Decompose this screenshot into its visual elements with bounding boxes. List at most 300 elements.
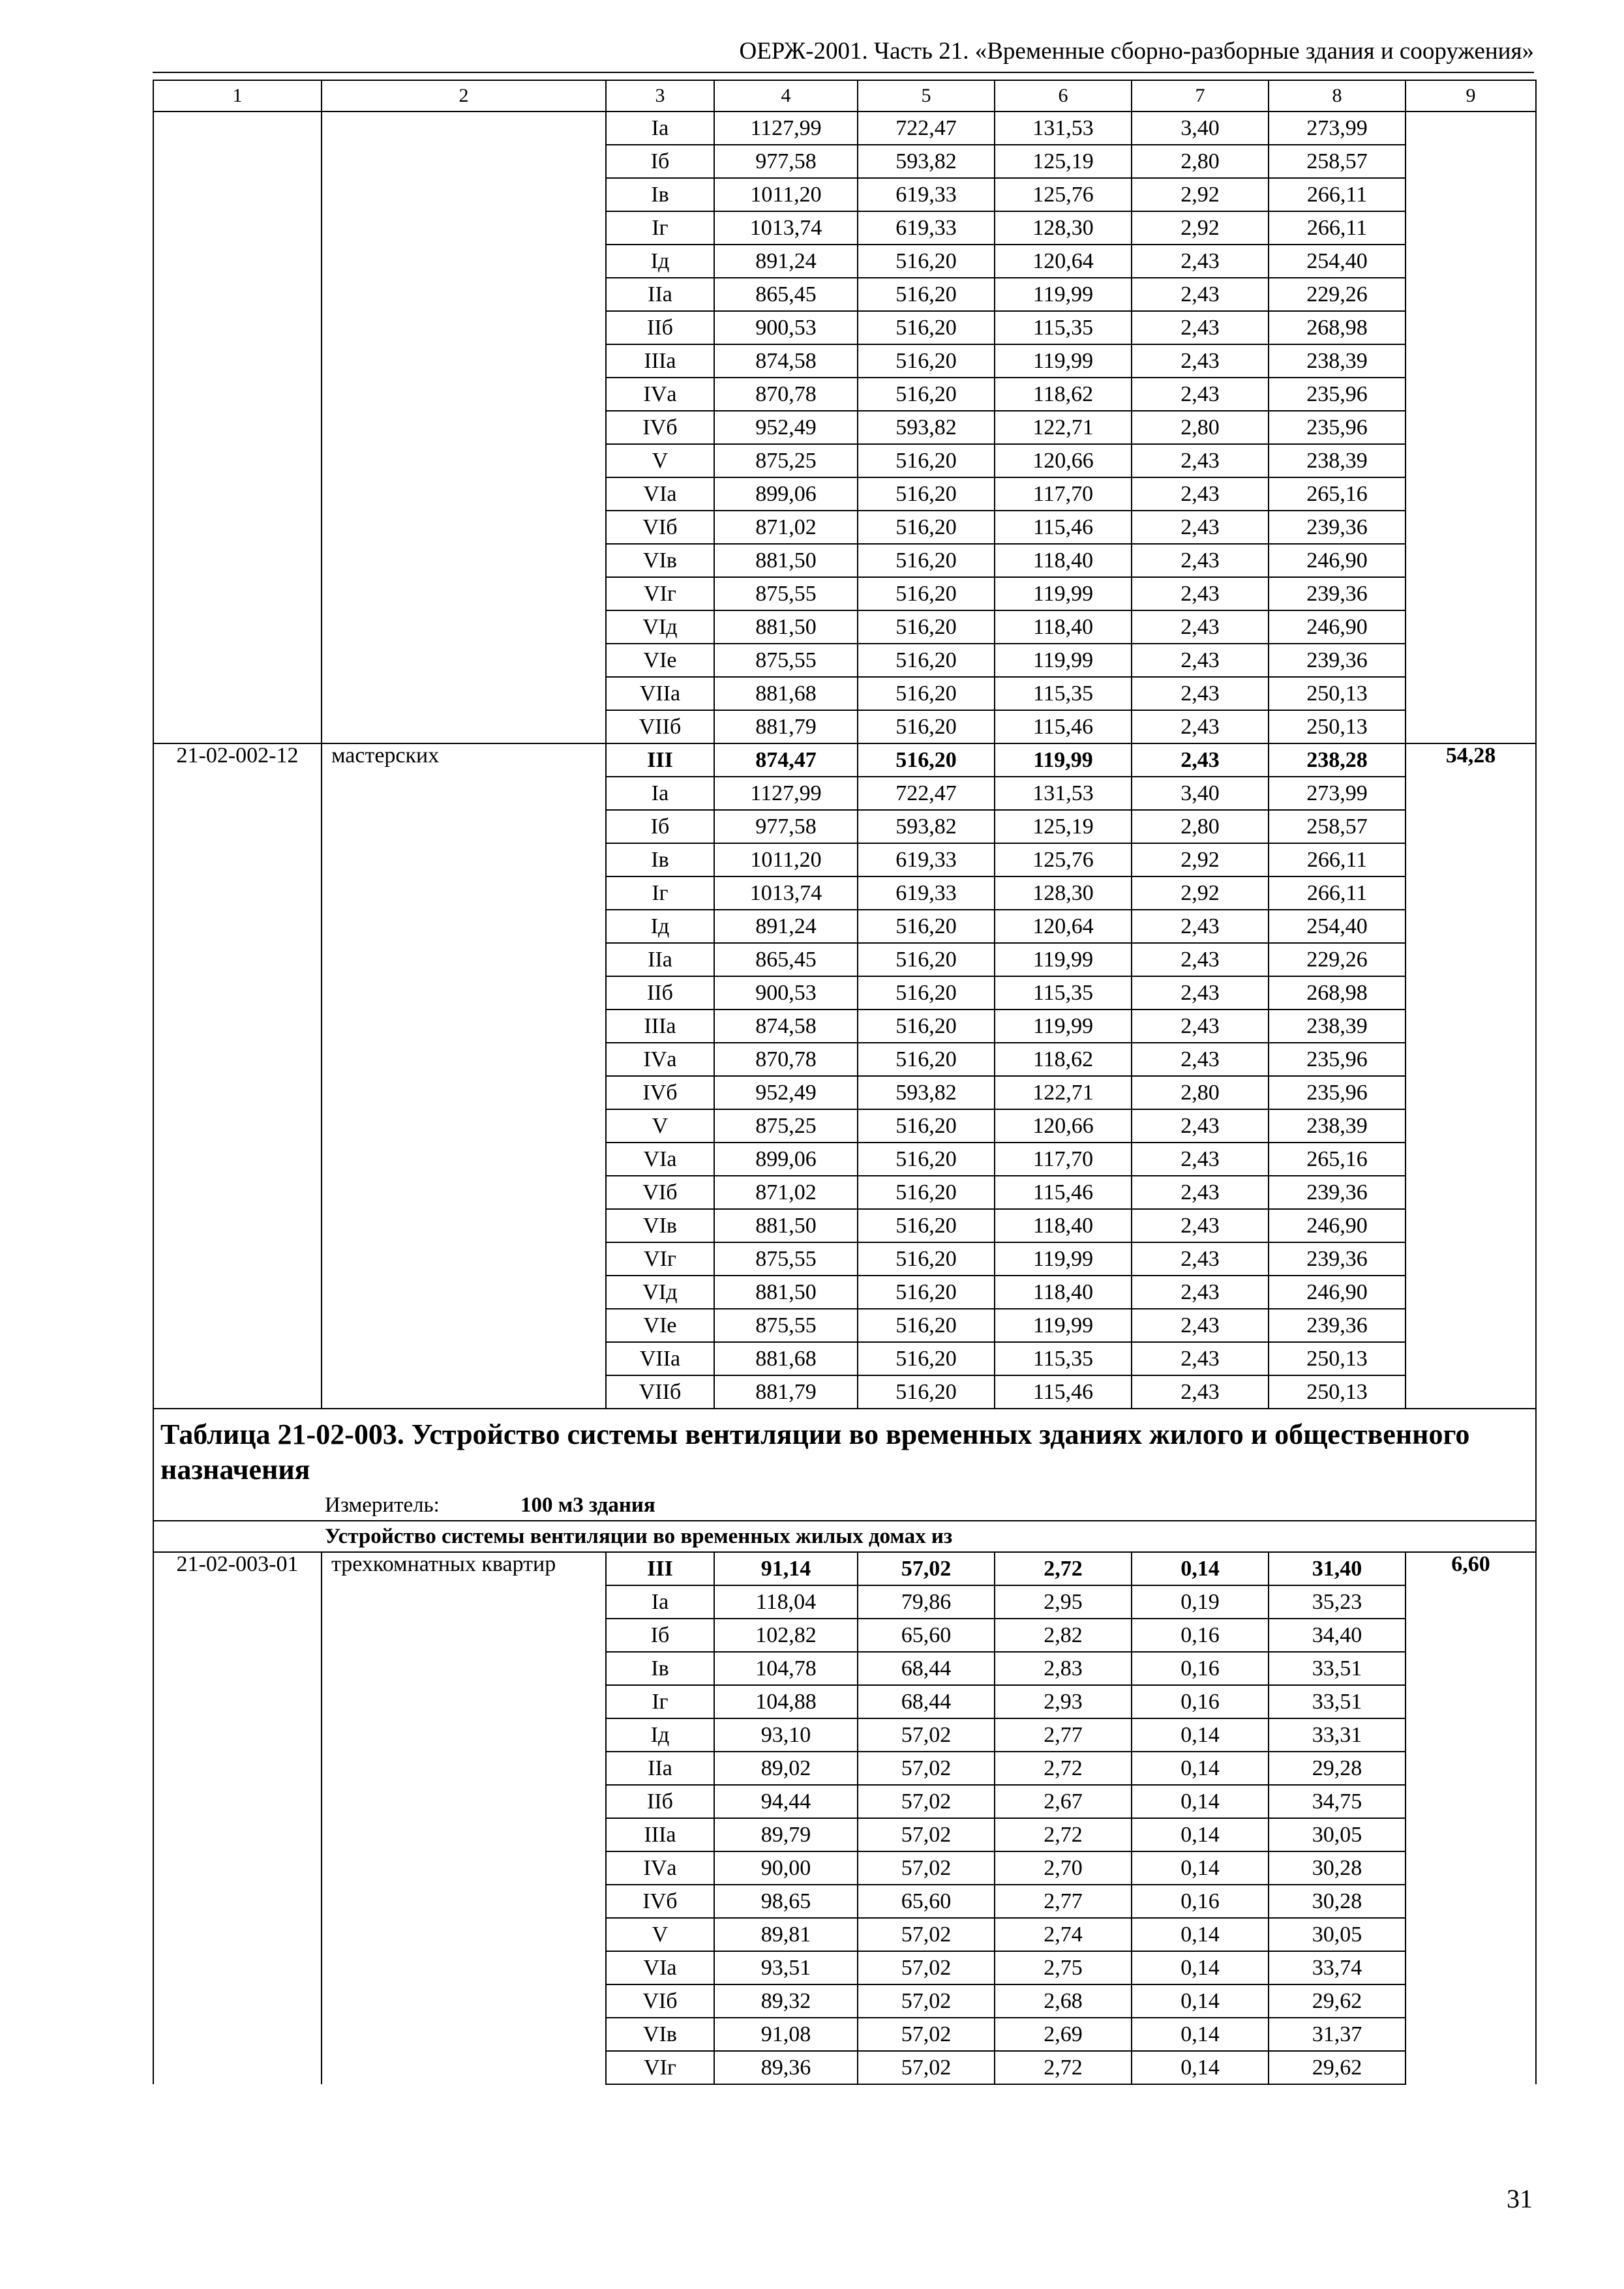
value-cell: 115,46 [995, 511, 1132, 544]
value-cell: 881,79 [714, 1375, 858, 1409]
value-cell: 266,11 [1269, 876, 1406, 910]
column-number: 7 [1132, 80, 1269, 112]
value-cell: 2,43 [1132, 976, 1269, 1010]
value-cell: 2,43 [1132, 577, 1269, 610]
zone-cell: III [606, 1552, 714, 1585]
value-cell: 2,43 [1132, 610, 1269, 644]
zone-cell: VIг [606, 577, 714, 610]
value-cell: 516,20 [858, 1309, 995, 1342]
value-cell: 2,67 [995, 1785, 1132, 1818]
zone-cell: V [606, 1109, 714, 1143]
value-cell: 68,44 [858, 1652, 995, 1685]
value-cell: 266,11 [1269, 843, 1406, 876]
value-cell: 2,43 [1132, 910, 1269, 943]
table-title: Таблица 21-02-003. Устройство системы вентиляции во временных зданиях жилого и общественного назначения [153, 1409, 1536, 1490]
column-number: 1 [153, 80, 322, 112]
zone-cell: VIг [606, 1242, 714, 1276]
value-cell: 2,43 [1132, 1109, 1269, 1143]
value-cell: 2,43 [1132, 644, 1269, 677]
zone-cell: IVб [606, 411, 714, 444]
value-cell: 516,20 [858, 311, 995, 344]
value-cell: 239,36 [1269, 511, 1406, 544]
zone-cell: IIа [606, 278, 714, 311]
value-cell: 119,99 [995, 644, 1132, 677]
value-cell: 0,16 [1132, 1619, 1269, 1652]
measure-row [153, 1490, 1536, 1521]
value-cell: 104,78 [714, 1652, 858, 1685]
value-cell: 57,02 [858, 1851, 995, 1885]
column-number: 6 [995, 80, 1132, 112]
value-cell: 273,99 [1269, 777, 1406, 810]
zone-cell: IIб [606, 976, 714, 1010]
value-cell: 2,77 [995, 1885, 1132, 1918]
value-cell: 516,20 [858, 943, 995, 976]
value-cell: 952,49 [714, 1076, 858, 1109]
value-cell: 30,05 [1269, 1918, 1406, 1951]
column-number: 5 [858, 80, 995, 112]
measure-label: Измеритель: [325, 1493, 440, 1517]
value-cell: 1013,74 [714, 876, 858, 910]
zone-cell: VIд [606, 1276, 714, 1309]
value-cell: 619,33 [858, 876, 995, 910]
value-cell: 118,40 [995, 610, 1132, 644]
value-cell: 0,16 [1132, 1885, 1269, 1918]
value-cell: 2,70 [995, 1851, 1132, 1885]
value-cell: 2,68 [995, 1984, 1132, 2018]
zone-cell: Iд [606, 1718, 714, 1752]
zone-cell: IVа [606, 1851, 714, 1885]
zone-cell: Iд [606, 245, 714, 278]
value-cell: 250,13 [1269, 1342, 1406, 1375]
table-title-row [153, 1409, 1536, 1490]
value-cell: 235,96 [1269, 411, 1406, 444]
value-cell: 516,20 [858, 1043, 995, 1076]
value-cell: 120,64 [995, 245, 1132, 278]
value-cell: 2,92 [1132, 211, 1269, 245]
zone-cell: V [606, 1918, 714, 1951]
zone-cell: Iб [606, 1619, 714, 1652]
zone-cell: VIIа [606, 1342, 714, 1375]
rates-table [153, 80, 1537, 2085]
value-cell: 516,20 [858, 910, 995, 943]
value-cell: 875,55 [714, 1242, 858, 1276]
value-cell: 235,96 [1269, 1043, 1406, 1076]
value-cell: 722,47 [858, 777, 995, 810]
value-cell: 0,14 [1132, 1918, 1269, 1951]
value-cell: 871,02 [714, 511, 858, 544]
column-number-row [153, 80, 1536, 112]
value-cell: 118,40 [995, 544, 1132, 577]
value-cell: 238,28 [1269, 743, 1406, 777]
value-cell: 3,40 [1132, 112, 1269, 145]
labor-cost: 6,60 [1406, 1552, 1536, 2084]
rate-code: 21-02-002-12 [153, 743, 322, 1409]
value-cell: 516,20 [858, 245, 995, 278]
value-cell: 93,51 [714, 1951, 858, 1984]
value-cell: 516,20 [858, 644, 995, 677]
value-cell: 268,98 [1269, 311, 1406, 344]
zone-cell: V [606, 444, 714, 477]
value-cell: 254,40 [1269, 245, 1406, 278]
value-cell: 516,20 [858, 344, 995, 378]
value-cell: 870,78 [714, 378, 858, 411]
zone-cell: VIд [606, 610, 714, 644]
value-cell: 30,28 [1269, 1851, 1406, 1885]
zone-cell: Iг [606, 876, 714, 910]
value-cell: 900,53 [714, 976, 858, 1010]
value-cell: 33,51 [1269, 1652, 1406, 1685]
value-cell: 0,14 [1132, 1951, 1269, 1984]
value-cell: 65,60 [858, 1619, 995, 1652]
value-cell: 874,58 [714, 344, 858, 378]
value-cell: 0,14 [1132, 2018, 1269, 2051]
value-cell: 119,99 [995, 1242, 1132, 1276]
value-cell: 2,43 [1132, 710, 1269, 743]
zone-cell: Iб [606, 145, 714, 178]
value-cell: 2,43 [1132, 278, 1269, 311]
rate-code [153, 112, 322, 743]
value-cell: 122,71 [995, 411, 1132, 444]
value-cell: 2,92 [1132, 178, 1269, 211]
value-cell: 239,36 [1269, 1176, 1406, 1209]
value-cell: 2,43 [1132, 1176, 1269, 1209]
value-cell: 31,40 [1269, 1552, 1406, 1585]
value-cell: 118,62 [995, 1043, 1132, 1076]
value-cell: 2,43 [1132, 1209, 1269, 1242]
value-cell: 2,69 [995, 2018, 1132, 2051]
value-cell: 119,99 [995, 943, 1132, 976]
value-cell: 899,06 [714, 477, 858, 511]
value-cell: 0,14 [1132, 1718, 1269, 1752]
value-cell: 881,50 [714, 1209, 858, 1242]
value-cell: 516,20 [858, 1010, 995, 1043]
value-cell: 875,55 [714, 577, 858, 610]
value-cell: 2,43 [1132, 378, 1269, 411]
value-cell: 29,62 [1269, 1984, 1406, 2018]
value-cell: 117,70 [995, 1143, 1132, 1176]
value-cell: 115,46 [995, 1176, 1132, 1209]
measure-value: 100 м3 здания [520, 1493, 655, 1517]
value-cell: 79,86 [858, 1585, 995, 1619]
column-number: 9 [1406, 80, 1536, 112]
subheader-cell: Устройство системы вентиляции во временных жилых домах из [153, 1521, 1536, 1552]
value-cell: 91,08 [714, 2018, 858, 2051]
value-cell: 246,90 [1269, 1209, 1406, 1242]
value-cell: 0,14 [1132, 1984, 1269, 2018]
value-cell: 952,49 [714, 411, 858, 444]
value-cell: 977,58 [714, 810, 858, 843]
value-cell: 235,96 [1269, 378, 1406, 411]
zone-cell: VIб [606, 511, 714, 544]
value-cell: 266,11 [1269, 178, 1406, 211]
column-number: 8 [1269, 80, 1406, 112]
value-cell: 89,32 [714, 1984, 858, 2018]
value-cell: 881,68 [714, 1342, 858, 1375]
value-cell: 29,28 [1269, 1752, 1406, 1785]
value-cell: 516,20 [858, 610, 995, 644]
value-cell: 619,33 [858, 178, 995, 211]
zone-cell: VIа [606, 1143, 714, 1176]
value-cell: 516,20 [858, 710, 995, 743]
value-cell: 516,20 [858, 544, 995, 577]
value-cell: 34,75 [1269, 1785, 1406, 1818]
value-cell: 238,39 [1269, 1010, 1406, 1043]
zone-cell: VIа [606, 1951, 714, 1984]
page-header: ОЕРЖ-2001. Часть 21. «Временные сборно-разборные здания и сооружения» [153, 38, 1534, 73]
value-cell: 0,14 [1132, 1818, 1269, 1851]
value-cell: 2,43 [1132, 544, 1269, 577]
value-cell: 516,20 [858, 743, 995, 777]
zone-cell: Iд [606, 910, 714, 943]
value-cell: 94,44 [714, 1785, 858, 1818]
zone-cell: Iг [606, 1685, 714, 1718]
value-cell: 2,43 [1132, 1309, 1269, 1342]
value-cell: 0,14 [1132, 1851, 1269, 1885]
value-cell: 2,43 [1132, 1010, 1269, 1043]
table-row [153, 112, 1536, 145]
labor-cost [1406, 112, 1536, 743]
value-cell: 57,02 [858, 1984, 995, 2018]
rate-name: трехкомнатных квартир [322, 1552, 606, 2084]
value-cell: 119,99 [995, 1010, 1132, 1043]
value-cell: 57,02 [858, 1918, 995, 1951]
value-cell: 2,43 [1132, 1043, 1269, 1076]
value-cell: 120,66 [995, 444, 1132, 477]
value-cell: 2,43 [1132, 943, 1269, 976]
zone-cell: IIа [606, 943, 714, 976]
value-cell: 117,70 [995, 477, 1132, 511]
value-cell: 128,30 [995, 876, 1132, 910]
table-row [153, 1552, 1536, 1585]
zone-cell: IIIа [606, 344, 714, 378]
value-cell: 31,37 [1269, 2018, 1406, 2051]
rate-name: мастерских [322, 743, 606, 1409]
zone-cell: VIб [606, 1984, 714, 2018]
value-cell: 125,19 [995, 810, 1132, 843]
value-cell: 115,46 [995, 1375, 1132, 1409]
value-cell: 268,98 [1269, 976, 1406, 1010]
value-cell: 2,80 [1132, 411, 1269, 444]
value-cell: 899,06 [714, 1143, 858, 1176]
value-cell: 57,02 [858, 1951, 995, 1984]
value-cell: 0,14 [1132, 1552, 1269, 1585]
value-cell: 266,11 [1269, 211, 1406, 245]
value-cell: 1127,99 [714, 777, 858, 810]
value-cell: 238,39 [1269, 1109, 1406, 1143]
value-cell: 593,82 [858, 411, 995, 444]
value-cell: 2,74 [995, 1918, 1132, 1951]
value-cell: 119,99 [995, 743, 1132, 777]
value-cell: 119,99 [995, 577, 1132, 610]
zone-cell: III [606, 743, 714, 777]
value-cell: 2,82 [995, 1619, 1132, 1652]
value-cell: 91,14 [714, 1552, 858, 1585]
value-cell: 891,24 [714, 245, 858, 278]
value-cell: 619,33 [858, 211, 995, 245]
value-cell: 516,20 [858, 1375, 995, 1409]
value-cell: 98,65 [714, 1885, 858, 1918]
value-cell: 115,46 [995, 710, 1132, 743]
value-cell: 33,74 [1269, 1951, 1406, 1984]
value-cell: 593,82 [858, 145, 995, 178]
value-cell: 119,99 [995, 344, 1132, 378]
value-cell: 1127,99 [714, 112, 858, 145]
value-cell: 1011,20 [714, 178, 858, 211]
zone-cell: VIв [606, 544, 714, 577]
value-cell: 977,58 [714, 145, 858, 178]
value-cell: 2,43 [1132, 245, 1269, 278]
value-cell: 865,45 [714, 943, 858, 976]
value-cell: 870,78 [714, 1043, 858, 1076]
zone-cell: IIIа [606, 1010, 714, 1043]
value-cell: 2,93 [995, 1685, 1132, 1718]
subheader-row [153, 1521, 1536, 1552]
value-cell: 34,40 [1269, 1619, 1406, 1652]
value-cell: 871,02 [714, 1176, 858, 1209]
value-cell: 2,72 [995, 2051, 1132, 2084]
value-cell: 0,16 [1132, 1685, 1269, 1718]
value-cell: 881,50 [714, 610, 858, 644]
value-cell: 128,30 [995, 211, 1132, 245]
zone-cell: Iб [606, 810, 714, 843]
value-cell: 0,14 [1132, 2051, 1269, 2084]
value-cell: 250,13 [1269, 1375, 1406, 1409]
value-cell: 516,20 [858, 378, 995, 411]
value-cell: 102,82 [714, 1619, 858, 1652]
value-cell: 516,20 [858, 1276, 995, 1309]
value-cell: 516,20 [858, 278, 995, 311]
zone-cell: Iа [606, 777, 714, 810]
value-cell: 2,72 [995, 1552, 1132, 1585]
value-cell: 516,20 [858, 477, 995, 511]
value-cell: 131,53 [995, 112, 1132, 145]
column-number: 3 [606, 80, 714, 112]
value-cell: 246,90 [1269, 544, 1406, 577]
value-cell: 90,00 [714, 1851, 858, 1885]
value-cell: 250,13 [1269, 710, 1406, 743]
value-cell: 115,35 [995, 1342, 1132, 1375]
value-cell: 115,35 [995, 677, 1132, 710]
zone-cell: Iв [606, 1652, 714, 1685]
value-cell: 2,43 [1132, 477, 1269, 511]
value-cell: 875,55 [714, 1309, 858, 1342]
value-cell: 229,26 [1269, 278, 1406, 311]
zone-cell: VIIа [606, 677, 714, 710]
value-cell: 516,20 [858, 1143, 995, 1176]
value-cell: 874,47 [714, 743, 858, 777]
value-cell: 119,99 [995, 278, 1132, 311]
value-cell: 2,43 [1132, 511, 1269, 544]
value-cell: 2,80 [1132, 145, 1269, 178]
value-cell: 874,58 [714, 1010, 858, 1043]
value-cell: 881,79 [714, 710, 858, 743]
value-cell: 57,02 [858, 2018, 995, 2051]
value-cell: 2,92 [1132, 843, 1269, 876]
value-cell: 57,02 [858, 1785, 995, 1818]
value-cell: 875,55 [714, 644, 858, 677]
column-number: 4 [714, 80, 858, 112]
zone-cell: VIа [606, 477, 714, 511]
zone-cell: VIб [606, 1176, 714, 1209]
value-cell: 57,02 [858, 1552, 995, 1585]
value-cell: 2,92 [1132, 876, 1269, 910]
value-cell: 57,02 [858, 1818, 995, 1851]
value-cell: 516,20 [858, 1109, 995, 1143]
value-cell: 125,19 [995, 145, 1132, 178]
rate-code: 21-02-003-01 [153, 1552, 322, 2084]
value-cell: 516,20 [858, 444, 995, 477]
value-cell: 1011,20 [714, 843, 858, 876]
value-cell: 104,88 [714, 1685, 858, 1718]
value-cell: 2,43 [1132, 444, 1269, 477]
value-cell: 2,72 [995, 1818, 1132, 1851]
zone-cell: IVа [606, 1043, 714, 1076]
value-cell: 89,79 [714, 1818, 858, 1851]
value-cell: 89,36 [714, 2051, 858, 2084]
value-cell: 89,02 [714, 1752, 858, 1785]
value-cell: 120,64 [995, 910, 1132, 943]
table-row [153, 743, 1536, 777]
value-cell: 2,43 [1132, 1143, 1269, 1176]
value-cell: 722,47 [858, 112, 995, 145]
zone-cell: IIб [606, 311, 714, 344]
zone-cell: VIе [606, 1309, 714, 1342]
value-cell: 2,72 [995, 1752, 1132, 1785]
value-cell: 0,14 [1132, 1752, 1269, 1785]
value-cell: 1013,74 [714, 211, 858, 245]
zone-cell: VIв [606, 2018, 714, 2051]
measure-cell [153, 1490, 1536, 1521]
value-cell: 516,20 [858, 577, 995, 610]
value-cell: 2,43 [1132, 677, 1269, 710]
value-cell: 246,90 [1269, 610, 1406, 644]
zone-cell: IVа [606, 378, 714, 411]
value-cell: 3,40 [1132, 777, 1269, 810]
value-cell: 593,82 [858, 810, 995, 843]
value-cell: 118,04 [714, 1585, 858, 1619]
value-cell: 258,57 [1269, 810, 1406, 843]
value-cell: 229,26 [1269, 943, 1406, 976]
value-cell: 254,40 [1269, 910, 1406, 943]
zone-cell: IVб [606, 1076, 714, 1109]
value-cell: 516,20 [858, 1209, 995, 1242]
value-cell: 516,20 [858, 1176, 995, 1209]
value-cell: 119,99 [995, 1309, 1132, 1342]
value-cell: 35,23 [1269, 1585, 1406, 1619]
value-cell: 57,02 [858, 1718, 995, 1752]
value-cell: 29,62 [1269, 2051, 1406, 2084]
value-cell: 2,83 [995, 1652, 1132, 1685]
zone-cell: IVб [606, 1885, 714, 1918]
value-cell: 115,35 [995, 976, 1132, 1010]
value-cell: 246,90 [1269, 1276, 1406, 1309]
value-cell: 57,02 [858, 2051, 995, 2084]
value-cell: 235,96 [1269, 1076, 1406, 1109]
labor-cost: 54,28 [1406, 743, 1536, 1409]
value-cell: 265,16 [1269, 1143, 1406, 1176]
value-cell: 2,43 [1132, 344, 1269, 378]
value-cell: 881,50 [714, 1276, 858, 1309]
zone-cell: IIа [606, 1752, 714, 1785]
zone-cell: Iг [606, 211, 714, 245]
value-cell: 125,76 [995, 843, 1132, 876]
value-cell: 2,77 [995, 1718, 1132, 1752]
value-cell: 900,53 [714, 311, 858, 344]
value-cell: 33,31 [1269, 1718, 1406, 1752]
value-cell: 516,20 [858, 1342, 995, 1375]
zone-cell: VIе [606, 644, 714, 677]
rate-name [322, 112, 606, 743]
